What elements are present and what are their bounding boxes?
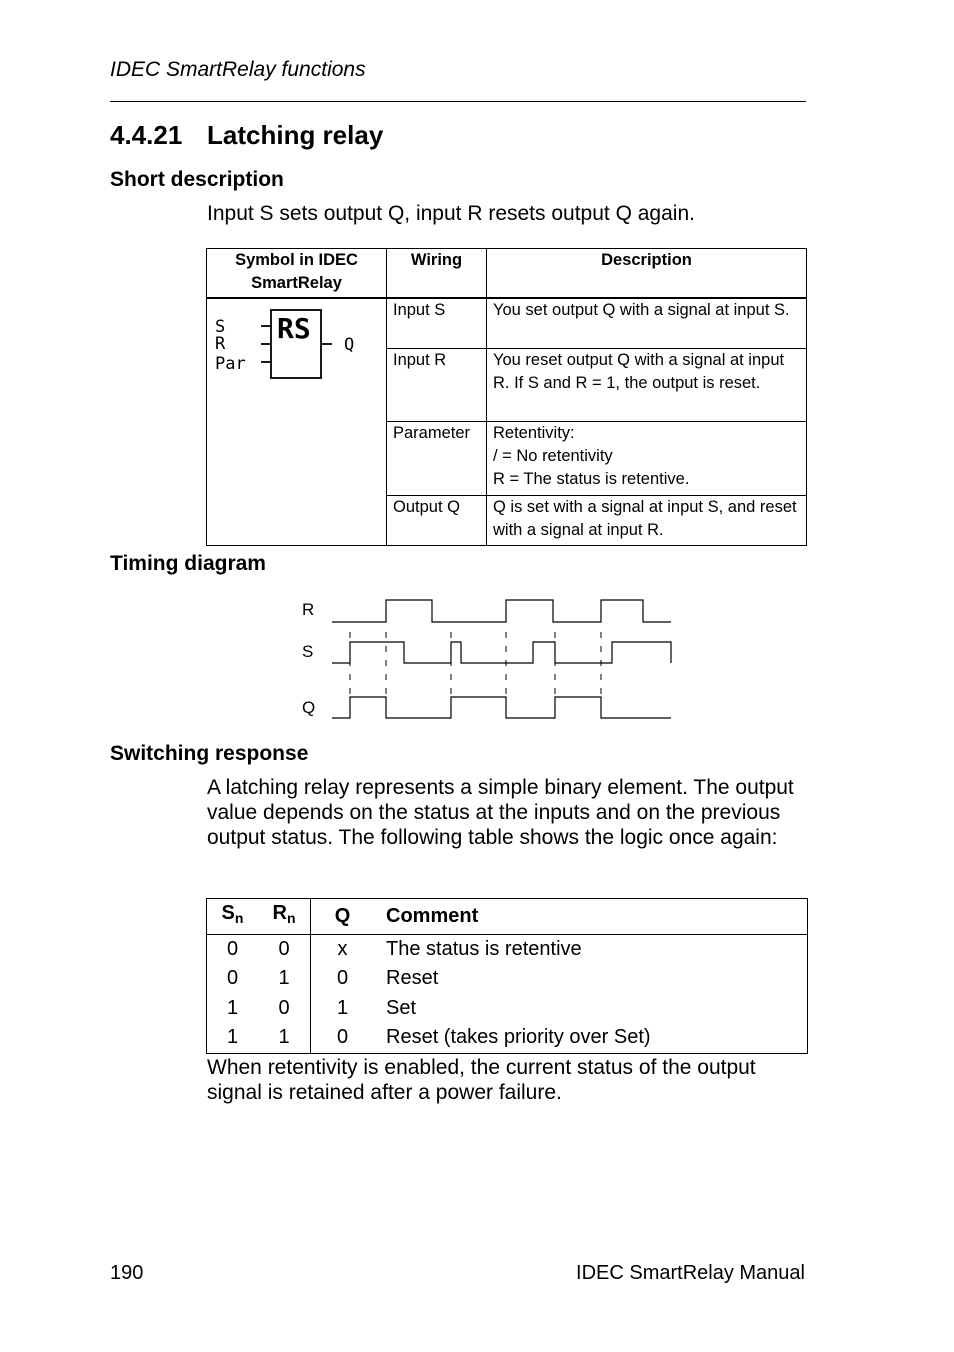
truth-table [206,898,808,1054]
cell-comment: Reset (takes priority over Set) [386,1026,651,1048]
block-label: RS [277,312,311,345]
rs-block-symbol [207,299,385,545]
switching-response-heading: Switching response [110,742,309,765]
cell-comment: Set [386,996,417,1019]
cell-r: 0 [258,994,311,1024]
waveform-s [332,642,671,663]
manual-title: IDEC SmartRelay Manual [576,1262,805,1284]
cell-s: 0 [226,967,239,989]
cell-q: x [337,937,348,960]
cell-comment: Reset [386,967,439,989]
signal-label-s: S [302,642,314,661]
table-row [207,994,808,1024]
header-rn: $R_n$ [258,899,311,935]
description-cell: You set output Q with a signal at input S. [487,298,807,348]
retentivity-note: When retentivity is enabled, the current status of the output signal is retained after a power failure. [207,1056,756,1104]
table-row [207,1023,808,1053]
switching-response-text: A latching relay represents a simple binary element. The output value depends on the status at the inputs and on the previous output status. The following table shows the logic once again: [207,776,794,849]
cell-comment: The status is retentive [386,937,582,960]
running-header: IDEC SmartRelay functions [110,58,366,81]
function-table-header-row [207,249,807,299]
truth-table-header-row [207,899,808,935]
header-q: Q [311,899,375,935]
cell-q: 0 [336,1026,349,1048]
wiring-cell: Input R [387,348,487,421]
description-cell: Q is set with a signal at input S, and reset with a signal at input R. [487,495,807,545]
retentivity-line: Retentivity: [493,424,575,443]
wiring-cell: Input S [387,298,487,348]
timing-diagram [296,592,676,722]
wiring-cell: Output Q [387,495,487,545]
cell-q: 0 [336,967,349,989]
header-comment: Comment [374,899,808,935]
description-cell: You reset output Q with a signal at input R. If S and R = 1, the output is reset. [487,348,807,421]
retentivity-line: R = The status is retentive. [493,470,690,489]
function-table [206,248,807,546]
header-description: Description [487,249,807,299]
header-symbol: Symbol in IDEC SmartRelay [207,249,387,299]
input-label-s: S [215,317,226,337]
short-description-heading: Short description [110,168,284,191]
table-row [207,298,807,348]
waveform-r [332,600,671,622]
input-label-r: R [215,334,226,354]
signal-label-q: Q [302,698,316,717]
table-row [207,934,808,964]
cell-r: 1 [258,1023,311,1053]
cell-s: 1 [226,1026,239,1048]
header-wiring: Wiring [387,249,487,299]
wiring-cell: Parameter [387,422,487,495]
signal-label-r: R [302,600,315,619]
header-rule [110,101,806,102]
output-label-q: Q [344,335,355,355]
section-number: 4.4.21 [110,120,183,150]
symbol-cell [207,298,387,546]
cell-q: 1 [336,996,349,1019]
input-label-par: Par [215,354,246,374]
timing-diagram-heading: Timing diagram [110,552,266,575]
waveform-q [332,697,671,718]
cell-r: 0 [258,934,311,964]
page-number: 190 [110,1262,144,1284]
section-title [110,120,383,151]
section-title-text: Latching relay [207,120,384,150]
retentivity-line: / = No retentivity [493,447,613,466]
table-row [207,964,808,994]
cell-r: 1 [258,964,311,994]
short-description-text: Input S sets output Q, input R resets output Q again. [207,202,695,225]
cell-s: 1 [226,996,239,1019]
description-cell [487,422,807,495]
cell-s: 0 [226,937,239,960]
header-sn: $S_n$ [207,899,259,935]
